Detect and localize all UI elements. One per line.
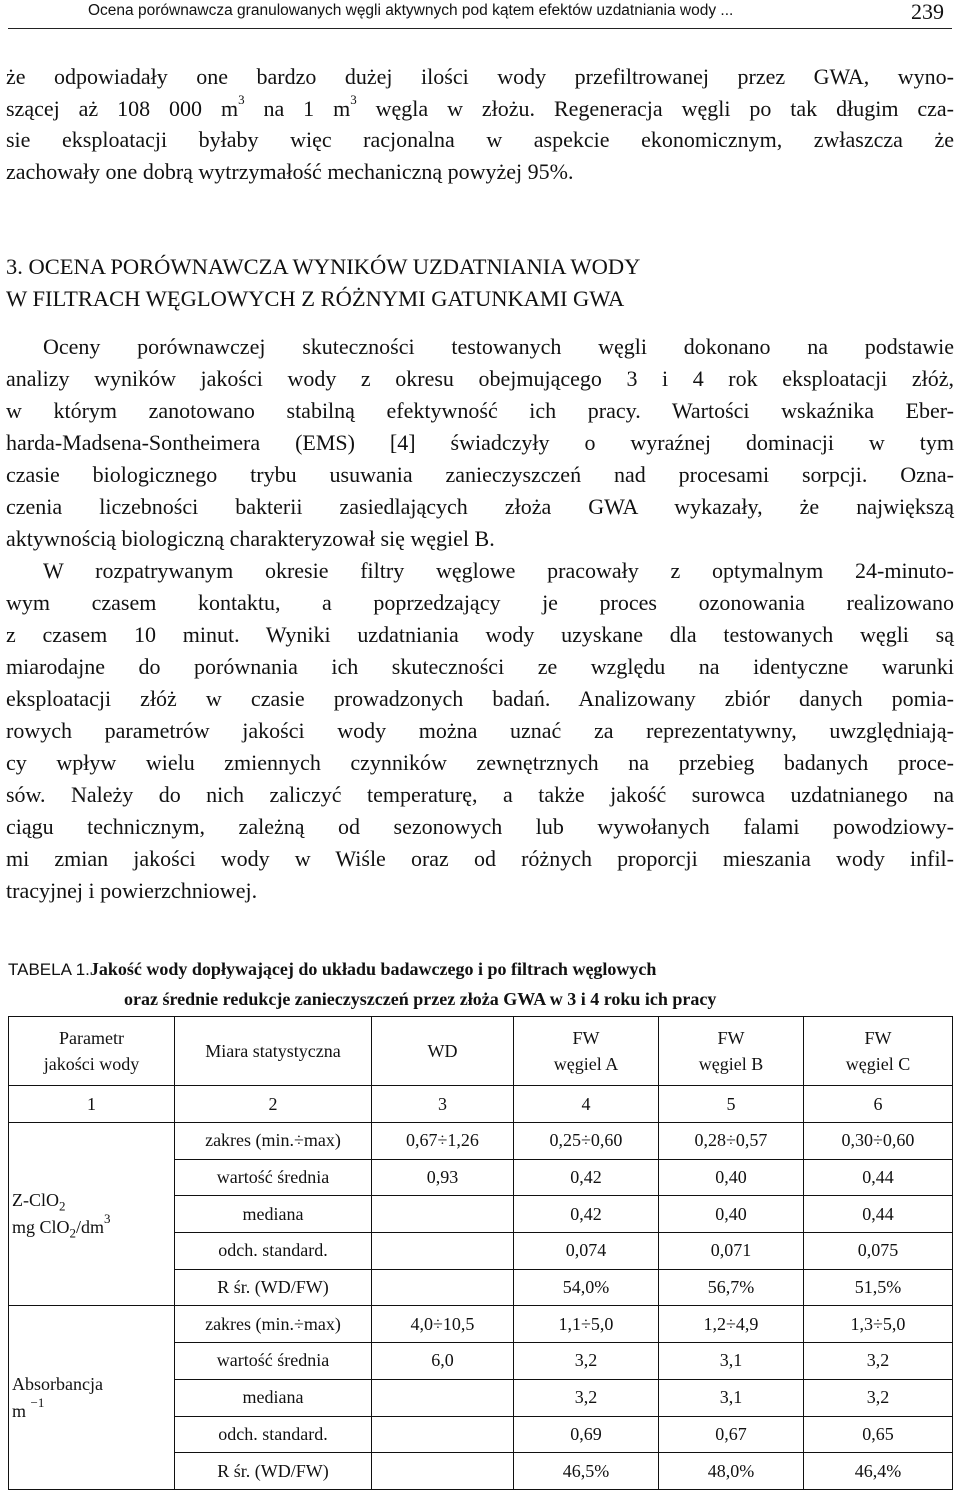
body-line: W rozpatrywanym okresie filtry węglowe pracowały z optymalnym 24-minuto- — [43, 558, 954, 583]
body-line: mi zmian jakości wody w Wiśle oraz od różnych proporcji mieszania wody infil- — [6, 846, 954, 871]
body-line: Oceny porównawczej skuteczności testowanych węgli dokonano na podstawie — [43, 334, 954, 359]
water-quality-table — [8, 1016, 953, 1490]
table-cell: odch. standard. — [175, 1233, 372, 1270]
table-label: TABELA 1. — [8, 960, 90, 979]
table-cell: 6,0 — [372, 1343, 514, 1380]
running-header — [8, 0, 952, 29]
header-fw-b: FW węgiel B — [659, 1017, 804, 1086]
body-line: harda-Madsena-Sontheimera (EMS) [4] świadczyły o wyraźnej dominacji w tym — [6, 430, 954, 455]
column-number: 1 — [9, 1086, 175, 1123]
body-line: eksploatacji złóż w czasie prowadzonych badań. Analizowany zbiór danych pomia- — [6, 686, 954, 711]
table-cell: 56,7% — [659, 1269, 804, 1306]
body-line: sów. Należy do nich zaliczyć temperaturę, a także jakość surowca uzdatnianego na — [6, 782, 954, 807]
table-cell: 3,2 — [804, 1379, 953, 1416]
table-cell — [372, 1453, 514, 1490]
header-stat: Miara statystyczna — [175, 1017, 372, 1086]
table-cell: 1,1÷5,0 — [514, 1306, 659, 1343]
intro-line: że odpowiadały one bardzo dużej ilości wody przefiltrowanej przez GWA, wyno- — [6, 64, 954, 89]
running-title: Ocena porównawcza granulowanych węgli aktywnych pod kątem efektów uzdatniania wody ... — [88, 2, 734, 19]
table-cell: zakres (min.÷max) — [175, 1306, 372, 1343]
table-cell: 0,071 — [659, 1233, 804, 1270]
table-cell — [372, 1269, 514, 1306]
table-title-line: Jakość wody dopływającej do układu badawczego i po filtrach węglowych — [89, 959, 657, 979]
table-cell: 3,1 — [659, 1343, 804, 1380]
table-cell: 0,44 — [804, 1196, 953, 1233]
body-text — [6, 331, 954, 907]
table-cell — [372, 1379, 514, 1416]
intro-line: szącej aż 108 000 $m^3$ na 1 $m^3$ węgla w złożu. Regeneracja węgli po tak długim cza- — [6, 92, 954, 121]
body-line: wym czasem kontaktu, a poprzedzający je proces ozonowania realizowano — [6, 590, 954, 615]
page-number: 239 — [911, 0, 944, 24]
column-number: 4 — [514, 1086, 659, 1123]
section-heading-line: 3. OCENA PORÓWNAWCZA WYNIKÓW UZDATNIANIA WODY — [6, 254, 641, 279]
body-line: z czasem 10 minut. Wyniki uzdatniania wody uzyskane dla testowanych węgli są — [6, 622, 954, 647]
param-zclo2: Z-ClO$_2$ mg $ClO_2/dm^3$ — [9, 1123, 175, 1306]
intro-line: zachowały one dobrą wytrzymałość mechaniczną powyżej 95%. — [6, 158, 574, 184]
table-cell: wartość średnia — [175, 1343, 372, 1380]
table-cell: 3,1 — [659, 1379, 804, 1416]
column-number: 2 — [175, 1086, 372, 1123]
header-fw-c: FW węgiel C — [804, 1017, 953, 1086]
table-cell — [372, 1196, 514, 1233]
table-row — [9, 1306, 953, 1343]
table-cell: 4,0÷10,5 — [372, 1306, 514, 1343]
intro-paragraph — [6, 61, 954, 187]
table-cell: 0,075 — [804, 1233, 953, 1270]
table-cell: 0,93 — [372, 1159, 514, 1196]
body-line: analizy wyników jakości wody z okresu obejmującego 3 i 4 rok eksploatacji złóż, — [6, 366, 954, 391]
header-fw-a: FW węgiel A — [514, 1017, 659, 1086]
param-absorbancja: Absorbancja m $^{-1}$ — [9, 1306, 175, 1489]
table-cell: 0,28÷0,57 — [659, 1123, 804, 1160]
table-cell: 51,5% — [804, 1269, 953, 1306]
table-cell: mediana — [175, 1379, 372, 1416]
table-cell: 0,074 — [514, 1233, 659, 1270]
table-cell: 46,4% — [804, 1453, 953, 1490]
table-cell: 0,44 — [804, 1159, 953, 1196]
header-wd: WD — [372, 1017, 514, 1086]
table-cell: 1,3÷5,0 — [804, 1306, 953, 1343]
table-cell: 46,5% — [514, 1453, 659, 1490]
table-cell: 0,42 — [514, 1159, 659, 1196]
table-row — [9, 1123, 953, 1160]
table-cell — [372, 1416, 514, 1453]
table-cell: 0,40 — [659, 1196, 804, 1233]
body-line: tracyjnej i powierzchniowej. — [6, 878, 258, 903]
table-cell: 0,42 — [514, 1196, 659, 1233]
table-cell: zakres (min.÷max) — [175, 1123, 372, 1160]
body-line: aktywnością biologiczną charakteryzował się węgiel B. — [6, 526, 495, 551]
table-cell: 0,65 — [804, 1416, 953, 1453]
table-cell — [372, 1233, 514, 1270]
section-heading — [6, 251, 954, 315]
intro-line: sie eksploatacji byłaby więc racjonalna w aspekcie ekonomicznym, zwłaszcza że — [6, 127, 954, 152]
table-title-line: oraz średnie redukcje zanieczyszczeń przez złoża GWA w 3 i 4 roku ich pracy — [124, 988, 717, 1009]
table-cell: 3,2 — [514, 1343, 659, 1380]
table-header-row — [9, 1017, 953, 1086]
table-cell: R śr. (WD/FW) — [175, 1269, 372, 1306]
table-cell: R śr. (WD/FW) — [175, 1453, 372, 1490]
table-cell: 3,2 — [804, 1343, 953, 1380]
body-line: czasie biologicznego trybu usuwania zanieczyszczeń nad procesami sorpcji. Ozna- — [6, 462, 954, 487]
body-line: miarodajne do porównania ich skuteczności ze względu na identyczne warunki — [6, 654, 954, 679]
column-number: 3 — [372, 1086, 514, 1123]
table-cell: 0,69 — [514, 1416, 659, 1453]
table-cell: 0,25÷0,60 — [514, 1123, 659, 1160]
table-caption — [8, 955, 952, 1013]
column-number-row — [9, 1086, 953, 1123]
section-heading-line: W FILTRACH WĘGLOWYCH Z RÓŻNYMI GATUNKAMI GWA — [6, 286, 625, 311]
body-line: w którym zanotowano stabilną efektywność ich pracy. Wartości wskaźnika Eber- — [6, 398, 954, 423]
header-param: Parametr jakości wody — [9, 1017, 175, 1086]
table-cell: 0,67 — [659, 1416, 804, 1453]
table-cell: 3,2 — [514, 1379, 659, 1416]
table-cell: odch. standard. — [175, 1416, 372, 1453]
table-cell: 48,0% — [659, 1453, 804, 1490]
table-cell: 1,2÷4,9 — [659, 1306, 804, 1343]
table-cell: 0,40 — [659, 1159, 804, 1196]
table-cell: mediana — [175, 1196, 372, 1233]
body-line: cy wpływ wielu zmiennych czynników zewnętrznych na przebieg badanych proce- — [6, 750, 954, 775]
column-number: 6 — [804, 1086, 953, 1123]
table-cell: 54,0% — [514, 1269, 659, 1306]
body-line: ciągu technicznym, zależną od sezonowych lub wywołanych falami powodziowy- — [6, 814, 954, 839]
table-cell: 0,67÷1,26 — [372, 1123, 514, 1160]
body-line: rowych parametrów jakości wody można uznać za reprezentatywny, uwzględniają- — [6, 718, 954, 743]
column-number: 5 — [659, 1086, 804, 1123]
body-line: czenia liczebności bakterii zasiedlających złoża GWA wykazały, że największą — [6, 494, 954, 519]
table-cell: wartość średnia — [175, 1159, 372, 1196]
table-cell: 0,30÷0,60 — [804, 1123, 953, 1160]
